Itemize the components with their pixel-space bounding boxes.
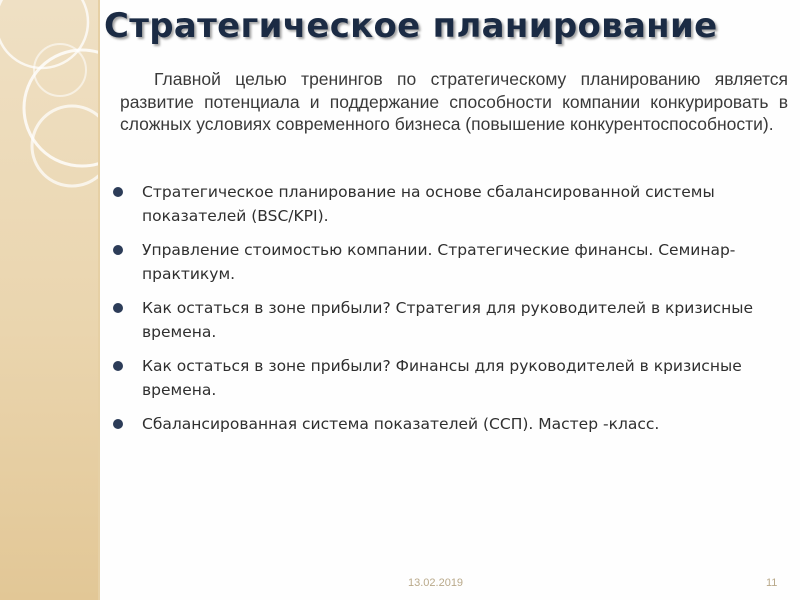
- bullet-item: [112, 412, 772, 436]
- decorative-circles: [0, 0, 98, 600]
- footer-date: 13.02.2019: [408, 577, 464, 589]
- bullet-list: [112, 180, 772, 446]
- bullet-text: Управление стоимостью компании. Стратегические финансы. Семинар-практикум.: [142, 241, 736, 283]
- bullet-dot-icon: [113, 187, 123, 197]
- bullet-text: Как остаться в зоне прибыли? Стратегия для руководителей в кризисные времена.: [142, 299, 754, 341]
- bullet-dot-icon: [113, 361, 123, 371]
- bullet-item: [112, 354, 772, 402]
- decorative-sidebar: [0, 0, 98, 600]
- slide-title: Стратегическое планирование: [104, 6, 718, 46]
- bullet-item: [112, 238, 772, 286]
- bullet-text: Как остаться в зоне прибыли? Финансы для руководителей в кризисные времена.: [142, 357, 742, 399]
- bullet-item: [112, 180, 772, 228]
- bullet-dot-icon: [113, 303, 123, 313]
- page-number: 11: [766, 577, 778, 589]
- sidebar-divider: [98, 0, 100, 600]
- bullet-text: Стратегическое планирование на основе сбалансированной системы показателей (BSC/KPI).: [142, 183, 715, 225]
- bullet-dot-icon: [113, 419, 123, 429]
- bullet-dot-icon: [113, 245, 123, 255]
- bullet-text: Сбалансированная система показателей (ССП). Мастер -класс.: [142, 415, 660, 433]
- bullet-item: [112, 296, 772, 344]
- intro-paragraph: Главной целью тренингов по стратегическому планированию является развитие потенциала и поддержание способности компании конкурировать в сложных условиях современного бизнеса (повышение конкурентоспособности).: [120, 69, 788, 134]
